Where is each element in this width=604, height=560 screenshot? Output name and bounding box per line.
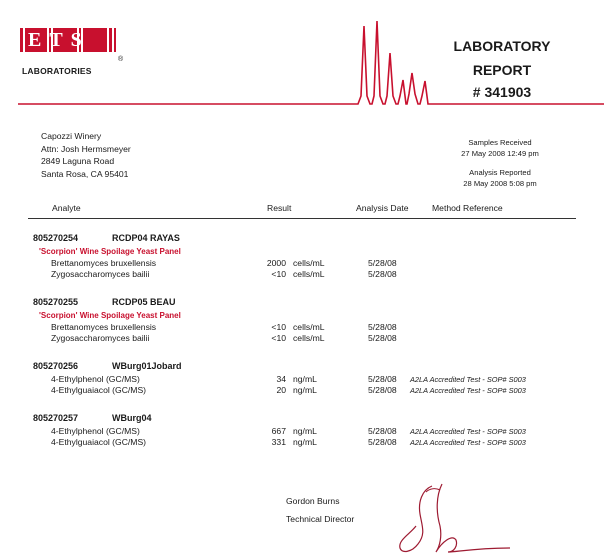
client-street: 2849 Laguna Road: [41, 156, 115, 167]
result-unit: ng/mL: [293, 385, 317, 395]
result-unit: ng/mL: [293, 437, 317, 447]
method-reference: A2LA Accredited Test - SOP# S003: [410, 374, 526, 384]
result-value: <10: [271, 333, 286, 343]
column-header-method-reference: Method Reference: [432, 203, 503, 213]
analysis-date: 5/28/08: [368, 385, 397, 395]
sample-id: 805270255: [33, 297, 79, 307]
analyte-name: 4-Ethylguaiacol (GC/MS): [51, 385, 147, 395]
handwritten-signature: [396, 482, 516, 556]
analyte-name: Zygosaccharomyces bailii: [51, 333, 150, 343]
analyte-name: 4-Ethylphenol (GC/MS): [51, 426, 140, 436]
client-address: [41, 130, 131, 180]
result-unit: ng/mL: [293, 374, 317, 384]
analyte-name: Brettanomyces bruxellensis: [51, 322, 157, 332]
analysis-reported-date: 28 May 2008 5:08 pm: [463, 179, 537, 188]
report-title-line1: LABORATORY: [453, 38, 551, 54]
report-number: # 341903: [472, 84, 532, 100]
result-unit: cells/mL: [293, 258, 325, 268]
sample-name: WBurg01Jobard: [112, 361, 182, 371]
analysis-reported-label: Analysis Reported: [469, 168, 531, 177]
analysis-date: 5/28/08: [368, 426, 397, 436]
client-name: Capozzi Winery: [41, 131, 102, 141]
analyte-name: 4-Ethylphenol (GC/MS): [51, 374, 140, 384]
analyte-name: 4-Ethylguaiacol (GC/MS): [51, 437, 147, 447]
panel-title: 'Scorpion' Wine Spoilage Yeast Panel: [39, 311, 181, 320]
column-header-result: Result: [267, 203, 292, 213]
analysis-date: 5/28/08: [368, 322, 397, 332]
analysis-date: 5/28/08: [368, 374, 397, 384]
analysis-date: 5/28/08: [368, 437, 397, 447]
method-reference: A2LA Accredited Test - SOP# S003: [410, 385, 526, 395]
result-unit: cells/mL: [293, 333, 325, 343]
header-divider: [28, 218, 576, 219]
client-attn: Attn: Josh Hermsmeyer: [41, 143, 131, 154]
result-unit: ng/mL: [293, 426, 317, 436]
result-value: 34: [276, 374, 286, 384]
method-reference: A2LA Accredited Test - SOP# S003: [410, 437, 526, 447]
sample-name: RCDP04 RAYAS: [112, 233, 180, 243]
sample-name: RCDP05 BEAU: [112, 297, 176, 307]
analysis-date: 5/28/08: [368, 258, 397, 268]
logo-subtitle: LABORATORIES: [22, 66, 92, 76]
analysis-date: 5/28/08: [368, 333, 397, 343]
logo-letters: ETS: [28, 29, 90, 51]
result-unit: cells/mL: [293, 322, 325, 332]
method-reference: A2LA Accredited Test - SOP# S003: [410, 426, 526, 436]
result-value: 331: [271, 437, 286, 447]
analysis-date: 5/28/08: [368, 269, 397, 279]
sample-id: 805270254: [33, 233, 79, 243]
result-value: <10: [271, 269, 286, 279]
report-title-line2: REPORT: [472, 62, 532, 78]
column-header-analyte: Analyte: [52, 203, 81, 213]
panel-title: 'Scorpion' Wine Spoilage Yeast Panel: [39, 247, 181, 256]
result-value: 20: [276, 385, 286, 395]
result-value: 667: [271, 426, 286, 436]
logo-registered-mark: ®: [118, 56, 124, 63]
client-city: Santa Rosa, CA 95401: [41, 168, 129, 179]
sample-id: 805270256: [33, 361, 79, 371]
analyte-name: Brettanomyces bruxellensis: [51, 258, 157, 268]
samples-received-date: 27 May 2008 12:49 pm: [461, 149, 539, 158]
analyte-name: Zygosaccharomyces bailii: [51, 269, 150, 279]
sample-name: WBurg04: [112, 413, 152, 423]
samples-received-label: Samples Received: [468, 138, 532, 147]
column-header-analysis-date: Analysis Date: [356, 203, 409, 213]
result-value: <10: [271, 322, 286, 332]
result-value: 2000: [266, 258, 286, 268]
signatory-name: Gordon Burns: [286, 496, 340, 506]
sample-id: 805270257: [33, 413, 79, 423]
result-unit: cells/mL: [293, 269, 325, 279]
signatory-title: Technical Director: [286, 514, 355, 524]
